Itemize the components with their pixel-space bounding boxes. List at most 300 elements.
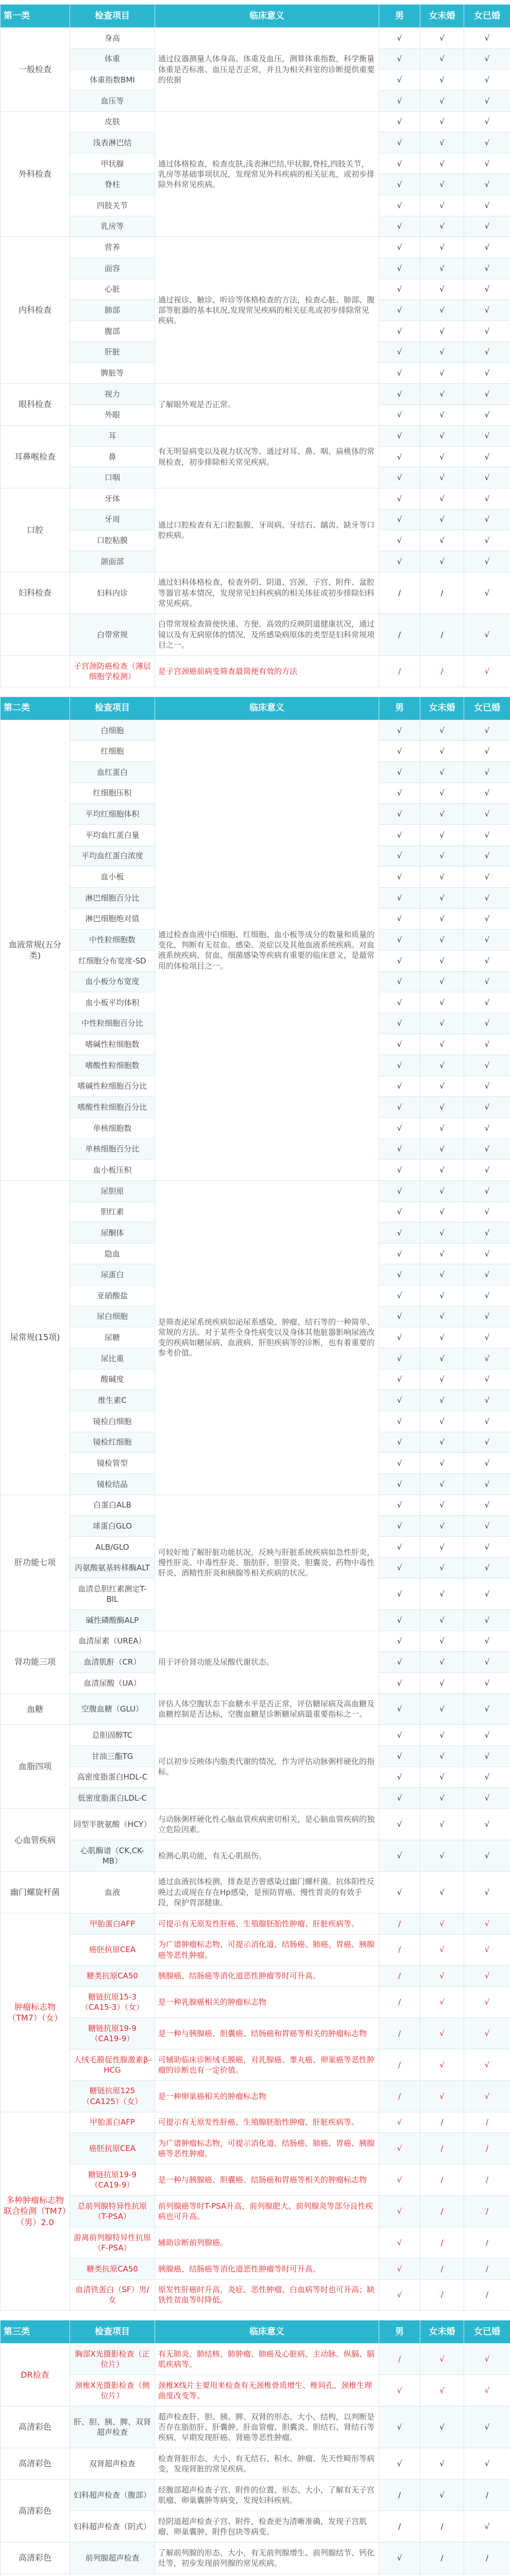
item-name: 镜检结晶	[70, 1473, 155, 1495]
check-female-unmarried: /	[420, 2133, 464, 2164]
check-female-married: √	[464, 1180, 510, 1201]
item-name: 隐血	[70, 1243, 155, 1264]
check-male: √	[379, 1118, 420, 1139]
check-male: √	[379, 530, 420, 551]
table-row	[1, 572, 510, 614]
item-name: 尿比重	[70, 1348, 155, 1369]
checkup-table	[0, 4, 510, 2576]
column-header-male: 男	[379, 5, 420, 28]
check-female-unmarried: √	[420, 1369, 464, 1390]
item-name: 甲胎蛋白AFP	[70, 1913, 155, 1934]
category-cell: 高清彩色	[1, 2480, 70, 2543]
item-name: 心肌酶谱（CK,CK-MB）	[70, 1840, 155, 1871]
item-name: 淋巴细胞绝对值	[70, 908, 155, 929]
check-male: √	[379, 90, 420, 111]
item-name: 尿蛋白	[70, 1264, 155, 1285]
check-male: √	[379, 762, 420, 783]
check-male: √	[379, 2196, 420, 2227]
item-name: 妇科内诊	[70, 572, 155, 614]
check-male: √	[379, 1432, 420, 1453]
check-female-married: √	[464, 1473, 510, 1495]
category-cell: 血液常规(五分类)	[1, 720, 70, 1180]
check-female-married: √	[464, 28, 510, 49]
check-male: √	[379, 1223, 420, 1244]
item-name: 碱性磷酸酶ALP	[70, 1609, 155, 1631]
item-name: 糖链抗原15-3（CA15-3）（女）	[70, 1987, 155, 2018]
table-row	[1, 1495, 510, 1516]
clinical-meaning: 通过仪器测量人体身高、体重及血压，测算体重指数，科学衡量体重是否标准、血压是否正常，并且为相关科室的诊断提供重要的依据	[155, 28, 379, 112]
check-female-unmarried: √	[420, 1180, 464, 1201]
check-female-unmarried: √	[420, 551, 464, 572]
check-male: √	[379, 1453, 420, 1474]
check-female-married: √	[464, 804, 510, 825]
check-male: /	[379, 2018, 420, 2049]
check-male: √	[379, 845, 420, 867]
check-female-unmarried: √	[420, 1913, 464, 1934]
check-female-married: √	[464, 90, 510, 111]
check-male: /	[379, 1934, 420, 1965]
item-name: 血清总胆红素测定T-BIL	[70, 1579, 155, 1610]
check-male: √	[379, 1473, 420, 1495]
item-name: 血小板	[70, 867, 155, 888]
check-female-unmarried: √	[420, 1871, 464, 1913]
check-female-unmarried	[420, 2573, 464, 2576]
check-female-unmarried: √	[420, 1411, 464, 1432]
clinical-meaning: 辅助诊断前列腺癌。	[155, 2227, 379, 2258]
check-female-married: √	[464, 363, 510, 384]
item-name: 总前列腺特异性抗原（T-PSA）	[70, 2196, 155, 2227]
clinical-meaning: 评估人体空腹状态下血糖水平是否正常，评估糖尿病及高血糖及血糖控制是否达标，空腹血糖是诊断糖尿病最重要指标之一。	[155, 1693, 379, 1725]
check-female-married: √	[464, 237, 510, 258]
clinical-meaning: 通过妇科体格检查，检查外阴、阴道、宫颈、子宫、附件、盆腔等器官基本情况，发现常见妇科疾病的相关体征或初步排除妇科常见疾病。	[155, 572, 379, 614]
item-name: 镜检红细胞	[70, 1432, 155, 1453]
category-cell: 高清彩色	[1, 2406, 70, 2448]
clinical-meaning: 与动脉粥样硬化性心脑血管疾病密切相关，是心脑血管疾病的独立危险因素。	[155, 1809, 379, 1840]
check-female-married: √	[464, 887, 510, 908]
item-name: 尿胆原	[70, 1180, 155, 1201]
check-female-married: √	[464, 1536, 510, 1557]
check-female-unmarried: √	[420, 1139, 464, 1160]
check-female-unmarried: /	[420, 572, 464, 614]
item-name: 血清肌酐（CR）	[70, 1652, 155, 1673]
check-male: √	[379, 2375, 420, 2406]
category-cell: 血脂四项	[1, 1725, 70, 1809]
check-male: /	[379, 1987, 420, 2018]
clinical-meaning: 通过检查血液中白细胞、红细胞、血小板等成分的数量和质量的变化，判断有无贫血、感染、炎症以及其他血液系统疾病。对血液系统疾病、贫血、细菌感染等疾病有重要的临床意义，是最常用的体检项目之一。	[155, 720, 379, 1180]
check-female-unmarried: √	[420, 783, 464, 804]
section-header-row	[1, 697, 510, 720]
check-female-married: √	[464, 1557, 510, 1579]
check-female-married: √	[464, 1432, 510, 1453]
table-row	[1, 1934, 510, 1965]
check-male: /	[379, 1965, 420, 1987]
check-female-married: √	[464, 509, 510, 530]
check-female-married: √	[464, 1348, 510, 1369]
table-row	[1, 2375, 510, 2406]
category-cell: 妇科检查	[1, 572, 70, 614]
check-male: /	[379, 655, 420, 687]
check-male: √	[379, 2164, 420, 2196]
check-male: √	[379, 1725, 420, 1746]
table-row	[1, 2542, 510, 2573]
category-cell: 肝功能七项	[1, 1495, 70, 1631]
check-female-unmarried: √	[420, 1432, 464, 1453]
table-row	[1, 2406, 510, 2448]
check-male: √	[379, 867, 420, 888]
check-female-unmarried: √	[420, 2480, 464, 2511]
clinical-meaning: 前列腺癌等时T-PSA升高，前列腺肥大、前列腺炎等部分良性疾病也可升高。	[155, 2196, 379, 2227]
check-female-unmarried: √	[420, 1034, 464, 1055]
item-name: 口腔粘膜	[70, 530, 155, 551]
check-female-married: √	[464, 762, 510, 783]
check-female-married: √	[464, 1934, 510, 1965]
check-female-unmarried: √	[420, 300, 464, 321]
check-male: √	[379, 2406, 420, 2448]
check-female-married: √	[464, 741, 510, 762]
item-name: 脾脏等	[70, 363, 155, 384]
item-name: 牙周	[70, 509, 155, 530]
check-male: √	[379, 1840, 420, 1871]
item-name: 血小板压积	[70, 1160, 155, 1181]
check-female-married: √	[464, 279, 510, 300]
check-female-married: √	[464, 1139, 510, 1160]
check-male: √	[379, 300, 420, 321]
check-female-unmarried: √	[420, 1453, 464, 1474]
check-female-unmarried: √	[420, 509, 464, 530]
item-name: 平均血红蛋白浓度	[70, 845, 155, 867]
check-male: /	[379, 614, 420, 655]
check-male: √	[379, 1055, 420, 1076]
check-female-married: √	[464, 783, 510, 804]
item-name: 四肢关节	[70, 195, 155, 216]
section-header-row	[1, 5, 510, 28]
check-male: √	[379, 1516, 420, 1537]
check-female-unmarried: √	[420, 1693, 464, 1725]
item-name: 血清尿酸（UA）	[70, 1672, 155, 1693]
check-male: √	[379, 1285, 420, 1307]
check-female-unmarried: √	[420, 1725, 464, 1746]
section-gap	[1, 2311, 510, 2320]
item-name: 子宫颈防癌检查（薄层细胞学检测）	[70, 655, 155, 687]
check-female-unmarried: √	[420, 488, 464, 510]
clinical-meaning: 经腹部超声检查子宫、附件的位置、形态、大小，了解有无子宫肌瘤、卵巢囊肿等病变，发现妇科疾病。	[155, 2480, 379, 2511]
check-female-married: √	[464, 216, 510, 237]
clinical-meaning: 了解前列腺的形态、大小，有无前列腺增生、前列腺结节、钙化灶等，初步发现前列腺的常见疾病。	[155, 2542, 379, 2573]
check-female-unmarried: √	[420, 28, 464, 49]
item-name: 妇科超声检查（阴式）	[70, 2511, 155, 2543]
check-female-married: √	[464, 530, 510, 551]
check-female-unmarried: √	[420, 1285, 464, 1307]
check-female-married: /	[464, 2164, 510, 2196]
check-male: √	[379, 237, 420, 258]
item-name: 面容	[70, 258, 155, 279]
table-row	[1, 1871, 510, 1913]
item-name: 耳	[70, 426, 155, 447]
check-female-unmarried: √	[420, 867, 464, 888]
check-female-married: √	[464, 1495, 510, 1516]
check-female-married: √	[464, 1652, 510, 1673]
check-female-unmarried: √	[420, 70, 464, 91]
item-name: 单核细胞百分比	[70, 1139, 155, 1160]
check-female-married: √	[464, 488, 510, 510]
check-female-married: √	[464, 845, 510, 867]
item-name: 淋巴细胞百分比	[70, 887, 155, 908]
check-male: √	[379, 1160, 420, 1181]
check-male: √	[379, 383, 420, 404]
check-female-unmarried: √	[420, 195, 464, 216]
check-female-married: √	[464, 1411, 510, 1432]
check-male: √	[379, 70, 420, 91]
check-female-married: √	[464, 70, 510, 91]
check-female-married: √	[464, 1609, 510, 1631]
check-female-unmarried: √	[420, 929, 464, 951]
check-male: √	[379, 1348, 420, 1369]
check-female-unmarried: √	[420, 1495, 464, 1516]
category-cell: 眼科检查	[1, 383, 70, 425]
check-female-married: √	[464, 1672, 510, 1693]
table-row	[1, 2133, 510, 2164]
item-name: 血液	[70, 1871, 155, 1913]
item-name: 尿白细胞	[70, 1306, 155, 1327]
check-male: √	[379, 1767, 420, 1788]
clinical-meaning: 是一种与胰腺癌、胆囊癌、结肠癌和胃癌等相关的肿瘤标志物	[155, 2164, 379, 2196]
category-cell: 口腔	[1, 488, 70, 572]
check-male: √	[379, 1672, 420, 1693]
check-female-married: √	[464, 342, 510, 363]
table-row	[1, 28, 510, 49]
clinical-meaning: 原发性肝癌时升高，炎症、恶性肿瘤、白血病等时也可升高；缺铁性贫血等时降低。	[155, 2279, 379, 2311]
table-row	[1, 2080, 510, 2112]
check-male: √	[379, 741, 420, 762]
item-name: 尿糖	[70, 1327, 155, 1348]
check-female-unmarried: /	[420, 2279, 464, 2311]
column-header-female-married: 女已婚	[464, 2320, 510, 2344]
check-female-unmarried: √	[420, 762, 464, 783]
column-header-male: 男	[379, 2320, 420, 2344]
clinical-meaning: 为广谱肿瘤标志物，可提示消化道、结肠癌、肺癌、胃癌、胰腺癌等恶性肿瘤。	[155, 2133, 379, 2164]
check-male: √	[379, 1579, 420, 1610]
check-female-married: √	[464, 1264, 510, 1285]
table-row	[1, 426, 510, 447]
check-female-unmarried: √	[420, 845, 464, 867]
check-male: √	[379, 1871, 420, 1913]
check-male: √	[379, 1390, 420, 1411]
check-male: √	[379, 825, 420, 846]
check-female-unmarried: √	[420, 1536, 464, 1557]
check-female-unmarried: √	[420, 320, 464, 342]
column-header-item: 检查项目	[70, 697, 155, 720]
check-female-married: √	[464, 1327, 510, 1348]
item-name: 血小板平均体积	[70, 992, 155, 1013]
item-name: 乳房等	[70, 216, 155, 237]
column-header-meaning: 临床意义	[155, 697, 379, 720]
check-female-unmarried: √	[420, 1631, 464, 1652]
check-female-married: √	[464, 1453, 510, 1474]
check-male: √	[379, 1652, 420, 1673]
item-name: 胆红素	[70, 1201, 155, 1223]
check-female-unmarried: √	[420, 2049, 464, 2080]
item-name: 脊柱	[70, 174, 155, 195]
check-female-married: /	[464, 2279, 510, 2311]
item-name: 血红蛋白	[70, 762, 155, 783]
item-name: 白带常规	[70, 614, 155, 655]
clinical-meaning: 通过视诊、触诊、听诊等体格检查的方法，检查心脏、肺部、腹部等脏器的基本状况,发现常见疾病的相关征兆或初步排除常见疾病。	[155, 237, 379, 383]
clinical-meaning: 经阴道超声检查子宫、附件，检查更为清晰准确，发现子宫肌瘤、卵巢囊肿、附件包块等病变。	[155, 2511, 379, 2543]
check-male: √	[379, 404, 420, 426]
check-female-married: √	[464, 1201, 510, 1223]
table-row	[1, 2511, 510, 2543]
item-name: 糖链抗原19-9（CA19-9）	[70, 2164, 155, 2196]
table-row	[1, 2112, 510, 2133]
check-female-unmarried: /	[420, 2112, 464, 2133]
check-female-married: √	[464, 1913, 510, 1934]
check-female-unmarried: √	[420, 1097, 464, 1118]
item-name: 球蛋白GLO	[70, 1516, 155, 1537]
check-female-married: √	[464, 1034, 510, 1055]
item-name: 糖类抗原CA50	[70, 1965, 155, 1987]
check-male: √	[379, 720, 420, 741]
category-cell: 肿瘤标志物（TM7）（女）	[1, 1913, 70, 2112]
check-female-unmarried: /	[420, 2511, 464, 2543]
item-name: 镜检白细胞	[70, 1411, 155, 1432]
check-female-married: /	[464, 2196, 510, 2227]
check-male: √	[379, 2542, 420, 2573]
column-header-female-unmarried: 女未婚	[420, 2320, 464, 2344]
table-row	[1, 655, 510, 687]
item-name: 嗜碱性粒细胞百分比	[70, 1076, 155, 1097]
category-cell: 内科检查	[1, 237, 70, 383]
table-row	[1, 488, 510, 510]
item-name: 肺部	[70, 300, 155, 321]
check-male: /	[379, 2344, 420, 2375]
check-female-unmarried: √	[420, 1579, 464, 1610]
check-male: √	[379, 908, 420, 929]
check-female-unmarried: √	[420, 2018, 464, 2049]
check-female-married: √	[464, 1390, 510, 1411]
category-cell: 多种肿瘤标志物联合检测（TM7）（男）2.0	[1, 2112, 70, 2311]
table-row	[1, 720, 510, 741]
clinical-meaning: 可提示有无原发性肝癌、生殖腺胚胎性肿瘤、肝脏疾病等。	[155, 1913, 379, 1934]
check-male: √	[379, 1097, 420, 1118]
check-female-married: √	[464, 320, 510, 342]
check-female-unmarried: √	[420, 1201, 464, 1223]
check-male: √	[379, 1557, 420, 1579]
check-male: /	[379, 2511, 420, 2543]
check-male: √	[379, 2258, 420, 2279]
clinical-meaning: 可提示有无原发性肝癌、生殖腺胚胎性肿瘤、肝脏疾病等。	[155, 2112, 379, 2133]
section-title: 第二类	[1, 697, 70, 720]
item-name: 白蛋白ALB	[70, 1495, 155, 1516]
check-male: √	[379, 1013, 420, 1034]
check-female-unmarried: √	[420, 1672, 464, 1693]
check-male: √	[379, 971, 420, 992]
check-female-unmarried: √	[420, 2375, 464, 2406]
check-male: √	[379, 1495, 420, 1516]
column-header-male: 男	[379, 697, 420, 720]
check-female-married: √	[464, 1987, 510, 2018]
check-male: √	[379, 153, 420, 174]
item-name: 平均红细胞体积	[70, 804, 155, 825]
item-name: 体重指数BMI	[70, 70, 155, 91]
table-row	[1, 2196, 510, 2227]
clinical-meaning: 白带常规检查简便快速、方便、高效的反映阴道健康状况，通过镜以及有无病原体的情况，及所感染病原体的类型是妇科常规项目之一。	[155, 614, 379, 655]
check-female-married: √	[464, 1725, 510, 1746]
check-female-unmarried: √	[420, 720, 464, 741]
check-male: √	[379, 1609, 420, 1631]
clinical-meaning: 通过血液抗体检测，排查是否曾感染过幽门螺杆菌。抗体阳性反映过去或现在存在Hp感染，是预防胃癌、慢性胃炎的有效手段，保护胃部健康。	[155, 1871, 379, 1913]
table-row	[1, 2279, 510, 2311]
check-male: √	[379, 1746, 420, 1767]
clinical-meaning: 用于评价肾功能及尿酸代谢状态。	[155, 1631, 379, 1693]
check-female-married: √	[464, 1160, 510, 1181]
item-name: ALB/GLO	[70, 1536, 155, 1557]
check-male: √	[379, 174, 420, 195]
check-male: √	[379, 320, 420, 342]
column-header-item: 检查项目	[70, 2320, 155, 2344]
category-cell: 心血管疾病	[1, 1809, 70, 1872]
check-male: /	[379, 2480, 420, 2511]
item-name: 单核细胞数	[70, 1118, 155, 1139]
check-female-unmarried: √	[420, 1223, 464, 1244]
check-female-unmarried: √	[420, 111, 464, 132]
category-cell	[1, 2573, 70, 2576]
clinical-meaning: 有无明显病变以及视力状况等。通过对耳、鼻、咽、扁桃体的常规检查，初步排除相关常见疾病。	[155, 426, 379, 488]
check-female-married: √	[464, 614, 510, 655]
check-female-unmarried: √	[420, 404, 464, 426]
check-male: √	[379, 258, 420, 279]
check-female-married: √	[464, 132, 510, 154]
check-male: √	[379, 1201, 420, 1223]
check-female-unmarried: √	[420, 1013, 464, 1034]
check-female-married: √	[464, 1055, 510, 1076]
check-female-married: √	[464, 1631, 510, 1652]
check-male: √	[379, 1809, 420, 1840]
check-female-married: √	[464, 971, 510, 992]
item-name: 空腹血糖（GLU）	[70, 1693, 155, 1725]
check-male: /	[379, 2049, 420, 2080]
table-row	[1, 1725, 510, 1746]
item-name: 双肾超声检查	[70, 2448, 155, 2480]
check-female-unmarried: √	[420, 825, 464, 846]
check-female-unmarried: √	[420, 1934, 464, 1965]
clinical-meaning: 可辅助临床诊断绒毛膜癌，对乳腺癌、睾丸癌、卵巢癌等恶性肿瘤的诊断也有一定价值。	[155, 2049, 379, 2080]
check-female-married: √	[464, 1306, 510, 1327]
check-male: √	[379, 1306, 420, 1327]
check-female-unmarried: /	[420, 614, 464, 655]
check-female-married: √	[464, 404, 510, 426]
check-female-unmarried: √	[420, 1840, 464, 1871]
table-row	[1, 2344, 510, 2375]
item-name: 红细胞	[70, 741, 155, 762]
check-female-unmarried: √	[420, 1076, 464, 1097]
item-name: 甘油三酯TG	[70, 1746, 155, 1767]
table-row	[1, 237, 510, 258]
check-female-unmarried: √	[420, 467, 464, 488]
check-female-unmarried: √	[420, 258, 464, 279]
item-name: 癌胚抗原CEA	[70, 2133, 155, 2164]
check-female-married: √	[464, 300, 510, 321]
check-female-unmarried: √	[420, 279, 464, 300]
category-cell: 尿常规(15项)	[1, 1180, 70, 1495]
check-female-unmarried: √	[420, 132, 464, 154]
check-female-unmarried: /	[420, 2227, 464, 2258]
clinical-meaning: 可较好地了解肝脏功能状况，反映与肝脏系统疾病如急性肝炎，慢性肝炎、中毒性肝炎、脂肪肝、胆管炎、胆囊炎、药物中毒性肝炎、酒精性肝炎和胰腺等相关疾病的状况。	[155, 1495, 379, 1631]
check-female-unmarried: √	[420, 237, 464, 258]
category-cell: 肾功能三项	[1, 1631, 70, 1693]
check-female-married: √	[464, 992, 510, 1013]
section-gap	[1, 687, 510, 697]
check-male: /	[379, 572, 420, 614]
